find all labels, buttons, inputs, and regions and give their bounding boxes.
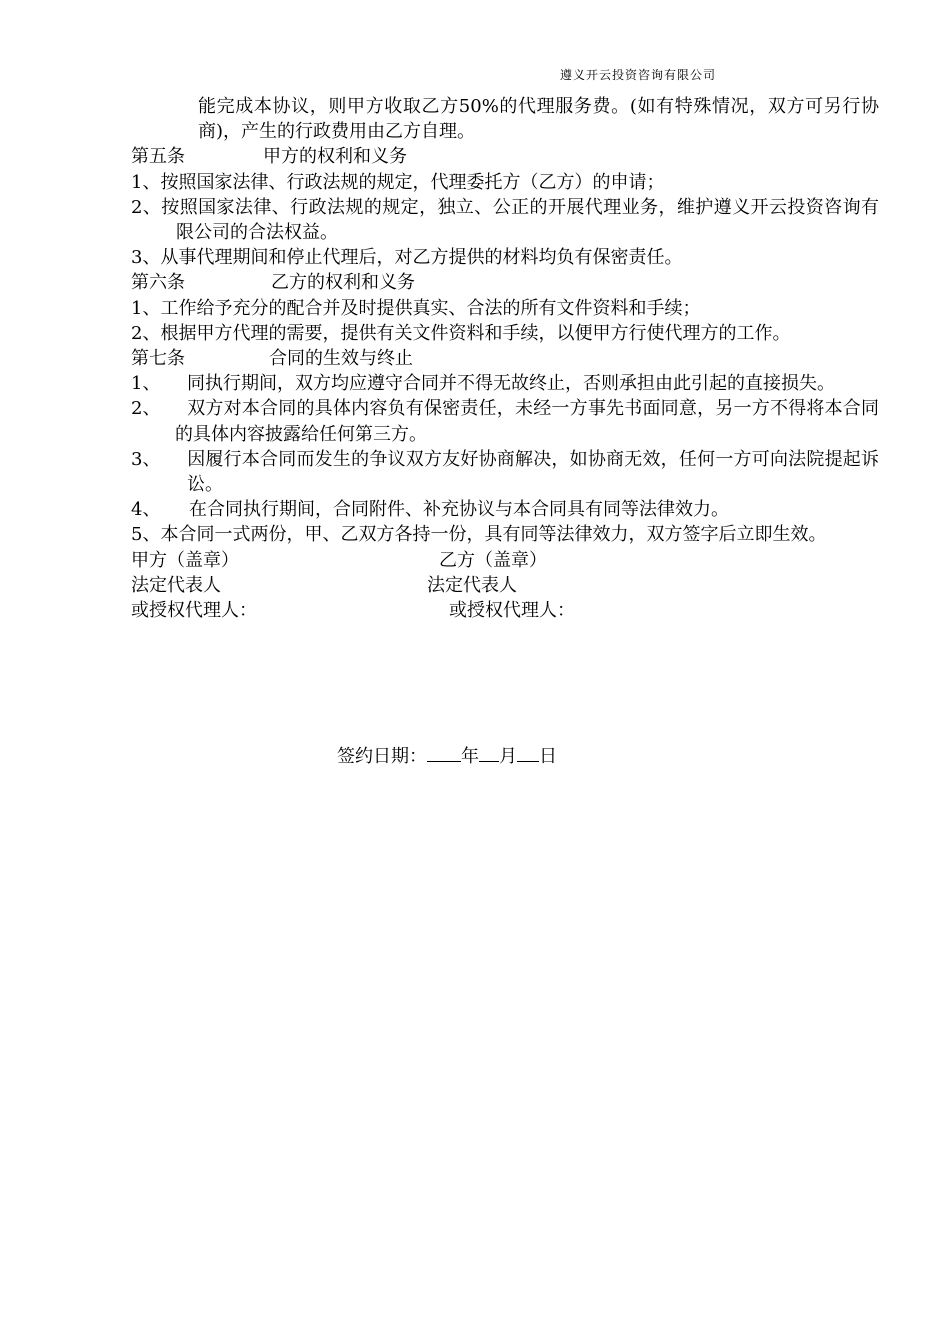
day-label: 日 xyxy=(539,746,557,767)
month-blank[interactable] xyxy=(479,745,499,762)
contract-body xyxy=(131,94,879,623)
article-7-item-4 xyxy=(131,497,879,522)
month-label: 月 xyxy=(499,746,517,767)
article-7-item-4-text: 在合同执行期间，合同附件、补充协议与本合同具有同等法律效力。 xyxy=(189,499,729,521)
article-7-heading xyxy=(131,346,879,371)
article-6-item-2: 2、根据甲方代理的需要，提供有关文件资料和手续，以便甲方行使代理方的工作。 xyxy=(131,322,791,344)
party-a-seal-label: 甲方（盖章） xyxy=(131,549,239,571)
article-7-number: 第七条 xyxy=(131,348,185,370)
party-b-representative-label: 法定代表人 xyxy=(427,574,517,596)
signing-date-label: 签约日期： xyxy=(337,746,427,767)
article-7-title: 合同的生效与终止 xyxy=(269,348,413,370)
article-7-item-3 xyxy=(131,447,879,497)
article-7-item-5: 5、本合同一式两份，甲、乙双方各持一份，具有同等法律效力，双方签字后立即生效。 xyxy=(131,524,827,546)
party-b-agent-label: 或授权代理人： xyxy=(449,600,575,622)
year-blank[interactable] xyxy=(427,745,461,762)
article-7-item-2 xyxy=(131,396,879,446)
article-7-item-3-number: 3、 xyxy=(131,448,161,470)
year-label: 年 xyxy=(461,746,479,767)
article-7-item-4-number: 4、 xyxy=(131,499,161,521)
article-7-item-1-number: 1、 xyxy=(131,373,161,395)
continued-paragraph: 能完成本协议，则甲方收取乙方50%的代理服务费。(如有特殊情况，双方可另行协商)，产生的行政费用由乙方自理。 xyxy=(198,96,879,143)
article-5-item-3: 3、从事代理期间和停止代理后，对乙方提供的材料均负有保密责任。 xyxy=(131,247,683,269)
article-7-item-3-text: 因履行本合同而发生的争议双方友好协商解决，如协商无效，任何一方可向法院提起诉讼。 xyxy=(187,448,879,496)
article-7-item-1 xyxy=(131,371,879,396)
article-6-title: 乙方的权利和义务 xyxy=(271,272,415,294)
article-6-number: 第六条 xyxy=(131,272,185,294)
party-a-agent-label: 或授权代理人： xyxy=(131,600,257,622)
article-5-number: 第五条 xyxy=(131,146,185,168)
article-5-item-2: 2、按照国家法律、行政法规的规定，独立、公正的开展代理业务，维护遵义开云投资咨询有限公司的合法权益。 xyxy=(131,196,879,244)
article-7-item-2-text: 双方对本合同的具体内容负有保密责任，未经一方事先书面同意，另一方不得将本合同的具体内容披露给任何第三方。 xyxy=(175,398,879,445)
article-5-heading xyxy=(131,144,879,169)
party-a-representative-label: 法定代表人 xyxy=(131,574,221,596)
article-7-item-2-number: 2、 xyxy=(131,398,161,420)
signature-row-seal xyxy=(131,548,879,573)
party-b-seal-label: 乙方（盖章） xyxy=(439,549,547,571)
article-5-item-1: 1、按照国家法律、行政法规的规定，代理委托方（乙方）的申请； xyxy=(131,171,665,193)
day-blank[interactable] xyxy=(517,745,539,762)
page-header-company: 遵义开云投资咨询有限公司 xyxy=(560,68,717,82)
article-6-item-1: 1、工作给予充分的配合并及时提供真实、合法的所有文件资料和手续； xyxy=(131,297,701,319)
signing-date-line xyxy=(337,742,557,768)
signature-row-agent xyxy=(131,598,879,623)
signature-row-representative xyxy=(131,573,879,598)
article-6-heading xyxy=(131,270,879,295)
article-5-title: 甲方的权利和义务 xyxy=(263,146,407,168)
article-7-item-1-text: 同执行期间，双方均应遵守合同并不得无故终止，否则承担由此引起的直接损失。 xyxy=(187,373,835,395)
